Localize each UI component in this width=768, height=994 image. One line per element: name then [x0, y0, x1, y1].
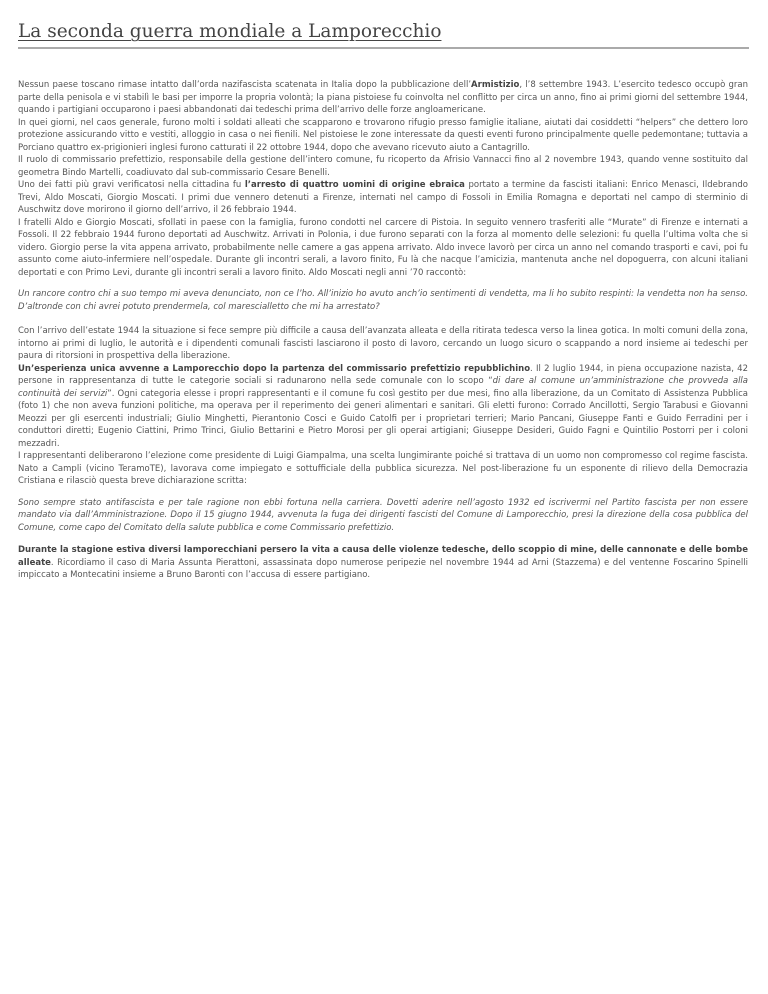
text-segment: , l’8 settembre 1943. L’esercito tedesco occupò gran parte della penisola e vi stabilì le basi per imporre la propria volontà; la piana pistoiese fu coinvolta nel conflitto per circa un anno, fino ai primi giorni del settembre 1944, quando i partigiani occuparono i paesi abbandonati dai tedeschi prima dell’arrivo delle forze angloamericane.: [18, 80, 748, 115]
text-segment: . Il 2 luglio 1944, in piena occupazione nazista, 42 persone in rappresentanza di tutte le categorie sociali si radunarono nella sede comunale con lo scopo “: [18, 363, 748, 386]
quote-giampalma: Sono sempre stato antifascista e per tale ragione non ebbi fortuna nella carriera. Dovetti aderire nell’agosto 1932 ed iscrivermi nel Partito fascista per non essere mandato via dall’Amministrazione. Dopo il 15 giugno 1944, avvenuta la fuga dei dirigenti fascisti del Comune di Lamporecchio, presi la direzione della cosa pubblica del Comune, come capo del Comitato della salute pubblica e come Commissario prefettizio.: [18, 497, 748, 533]
page-title: La seconda guerra mondiale a Lamporecchio: [18, 21, 442, 42]
text-segment: Uno dei fatti più gravi verificatosi nella cittadina fu: [18, 180, 245, 190]
text-segment: Nessun paese toscano rimase intatto dall’orda nazifascista scatenata in Italia dopo la pubblicazione dell’: [18, 80, 472, 90]
paragraph-vittime: [18, 544, 748, 582]
paragraph-giampalma: I rappresentanti deliberarono l’elezione come presidente di Luigi Giampalma, una scelta lungimirante poiché si trattava di un uomo non compromesso col regime fascista. Nato a Campli (vicino TeramoTE), lavorava come impiegato e sottufficiale della pubblica sicurezza. Nel post-liberazione fu un esponente di rilievo della Democrazia Cristiana e rilasciò questa breve dichiarazione scritta:: [18, 451, 748, 486]
bold-vittime: Durante la stagione estiva diversi lamporecchiani persero la vita a causa delle violenze tedesche, dello scoppio di mine, delle cannonate e delle bombe alleate: [18, 545, 748, 568]
text-segment: ”. Ogni categoria elesse i propri rappresentanti e il comune fu così gestito per due mesi, fino alla liberazione, da un Comitato di Assistenza Pubblica (foto 1) che non aveva funzioni politiche, ma operava per il reperimento dei generi alimentari e sanitari. Gli eletti furono: Corrado Ancillotti, Sergio Tarabusi e Giovanni Meozzi per gli esercenti industriali; Giulio Minghetti, Pierantonio Cosci e Guido Catolfi per i proprietari terrieri; Mario Pancani, Giuseppe Fanti e Guido Ferradini per i conduttori diretti; Eugenio Ciattini, Primo Trinci, Giulio Bettarini e Pietro Morosi per gli operai artigiani; Giuseppe Desideri, Guido Fagni e Quintilio Postorri per i coloni mezzadri.: [18, 388, 748, 449]
text-segment: portato a termine da fascisti italiani: Enrico Menasci, Ildebrando Trevi, Aldo Moscati, Giorgio Moscati. I primi due vennero detenuti a Firenze, internati nel campo di Fossoli in Emilia Romagna e deportati nel campo di sterminio di Auschwitz dove morirono il giorno dell’arrivo, il 26 febbraio 1944.: [18, 180, 748, 215]
paragraph-moscati: I fratelli Aldo e Giorgio Moscati, sfollati in paese con la famiglia, furono condotti nel carcere di Pistoia. In seguito vennero trasferiti alle “Murate” di Firenze e internati a Fossoli. Il 22 febbraio 1944 furono deportati ad Auschwitz. Arrivati in Polonia, i due furono separati con la forza al momento delle selezioni: fu quella l’ultima volta che si videro. Giorgio perse la vita appena arrivato, probabilmente nelle camere a gas appena arrivato. Aldo invece lavorò per circa un anno nel comando trasporti e cavi, poi fu assunto come aiuto-infermiere nell’ospedale. Durante gli incontri serali, a lavoro finito, Fu là che nacque l’amicizia, mantenuta anche nel dopoguerra, con alcuni italiani deportati e con Primo Levi, durante gli incontri serali a lavoro finito. Aldo Moscati negli anni ’70 raccontò:: [18, 217, 748, 278]
text-segment: . Ricordiamo il caso di Maria Assunta Pierattoni, assassinata dopo numerose peripezie nel novembre 1944 ad Arni (Stazzema) e del ventenne Foscarino Spinelli impiccato a Montecatini insieme a Bruno Baronti con l’accusa di essere partigiano.: [18, 557, 748, 580]
quote-moscati: Un rancore contro chi a suo tempo mi aveva denunciato, non ce l’ho. All’inizio ho avuto anch’io sentimenti di vendetta, ma li ho subito respinti: la vendetta non ha senso. D’altronde con chi avrei potuto prendermela, col marescialletto che mi ha arrestato?: [18, 289, 748, 312]
paragraph-estate-1944: Con l’arrivo dell’estate 1944 la situazione si fece sempre più difficile a causa dell’avanzata alleata e della ritirata tedesca verso la linea gotica. In molti comuni della zona, intorno ai primi di luglio, le autorità e i dipendenti comunali fascisti lasciarono il posto di lavoro, cercando un luogo sicuro o scappando a nord insieme ai tedeschi per paura di ritorsioni in prospettiva della liberazione.: [18, 326, 748, 361]
bold-arresto: l’arresto di quattro uomini di origine ebraica: [244, 180, 465, 190]
title-divider: [18, 47, 749, 49]
paragraph-armistizio: [18, 79, 748, 117]
paragraph-helpers: In quei giorni, nel caos generale, furono molti i soldati alleati che scapparono e trovarono rifugio presso famiglie italiane, aiutati dai cosiddetti “helpers” che dettero loro protezione assicurando vitto e vestiti, alloggio in casa o nei fienili. Nel pistoiese le zone interessate da questi eventi furono principalmente quelle pedemontane; tuttavia a Porciano quattro ex-prigionieri inglesi furono catturati il 22 ottobre 1944, dopo che avevano ricevuto aiuto a Cantagrillo.: [18, 117, 748, 153]
bold-esperienza: Un’esperienza unica avvenne a Lamporecchio dopo la partenza del commissario prefettizio repubblichino: [18, 363, 531, 374]
paragraph-commissario: Il ruolo di commissario prefettizio, responsabile della gestione dell’intero comune, fu ricoperto da Afrisio Vannacci fino al 2 novembre 1943, quando venne sostituito dal geometra Bindo Martelli, coadiuvato dal sub-commissario Cesare Benelli.: [18, 155, 748, 178]
article-body: [18, 79, 748, 582]
article: [18, 0, 768, 582]
bold-armistizio: Armistizio: [471, 80, 520, 90]
paragraph-arresto: [18, 179, 748, 217]
paragraph-comitato: [18, 363, 748, 451]
italic-citazione: di dare al comune un’amministrazione che provveda alla continuità dei servizi: [18, 376, 749, 399]
